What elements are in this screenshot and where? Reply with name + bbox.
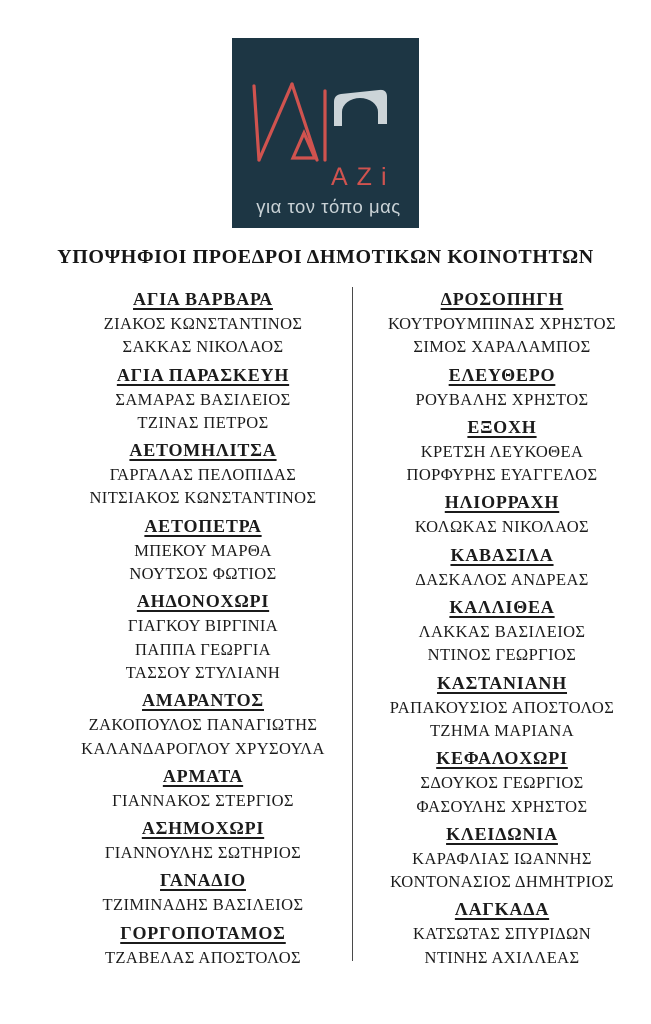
community-header: ΗΛΙΟΡΡΑΧΗ: [444, 492, 560, 513]
community-section: [353, 671, 651, 743]
candidate-name: ΚΑΡΑΦΛΙΑΣ ΙΩΑΝΝΗΣ: [412, 848, 592, 868]
community-section: [54, 816, 352, 864]
candidate-name: ΔΑΣΚΑΛΟΣ ΑΝΔΡΕΑΣ: [415, 569, 589, 589]
community-section: [54, 438, 352, 510]
community-header: ΓΟΡΓΟΠΟΤΑΜΟΣ: [120, 922, 286, 943]
candidate-name: ΓΑΡΓΑΛΑΣ ΠΕΛΟΠΙΔΑΣ: [109, 465, 297, 485]
candidate-name: ΣΑΚΚΑΣ ΝΙΚΟΛΑΟΣ: [122, 337, 284, 357]
candidate-name: ΡΑΠΑΚΟΥΣΙΟΣ ΑΠΟΣΤΟΛΟΣ: [389, 697, 615, 717]
candidate-name: ΤΖΗΜΑ ΜΑΡΙΑΝΑ: [429, 720, 575, 740]
community-section: [353, 287, 651, 359]
community-section: [353, 595, 651, 667]
community-header: ΚΕΦΑΛΟΧΩΡΙ: [436, 748, 568, 769]
community-section: [54, 514, 352, 586]
community-header: ΚΑΣΤΑΝΙΑΝΗ: [436, 672, 568, 693]
right-column: [353, 287, 651, 969]
candidate-name: ΤΖΙΜΙΝΑΔΗΣ ΒΑΣΙΛΕΙΟΣ: [102, 895, 304, 915]
community-section: [353, 746, 651, 818]
community-header: ΔΡΟΣΟΠΗΓΗ: [440, 289, 564, 309]
bridge-arch-icon: [334, 90, 387, 126]
candidate-name: ΝΙΤΣΙΑΚΟΣ ΚΩΝΣΤΑΝΤΙΝΟΣ: [89, 488, 317, 508]
candidate-name: ΚΟΝΤΟΝΑΣΙΟΣ ΔΗΜΗΤΡΙΟΣ: [390, 872, 614, 892]
community-header: ΓΑΝΑΔΙΟ: [160, 870, 246, 891]
candidate-name: ΚΑΤΣΩΤΑΣ ΣΠΥΡΙΔΩΝ: [412, 924, 592, 944]
community-section: [353, 897, 651, 969]
community-section: [353, 543, 651, 591]
community-header: ΕΛΕΥΘΕΡΟ: [448, 364, 556, 385]
party-logo: [232, 38, 419, 228]
candidate-name: ΦΑΣΟΥΛΗΣ ΧΡΗΣΤΟΣ: [416, 796, 588, 816]
community-section: [353, 490, 651, 538]
community-header: ΑΜΑΡΑΝΤΟΣ: [142, 690, 264, 711]
community-section: [54, 921, 352, 969]
community-header: ΑΗΔΟΝΟΧΩΡΙ: [136, 591, 270, 612]
candidate-name: ΝΤΙΝΗΣ ΑΧΙΛΛΕΑΣ: [424, 947, 580, 967]
candidate-columns: [0, 287, 651, 969]
community-section: [54, 287, 352, 359]
page-title: ΥΠΟΨΗΦΙΟΙ ΠΡΟΕΔΡΟΙ ΔΗΜΟΤΙΚΩΝ ΚΟΙΝΟΤΗΤΩΝ: [57, 246, 594, 268]
community-header: ΚΛΕΙΔΩΝΙΑ: [446, 823, 558, 844]
community-section: [54, 589, 352, 684]
candidate-name: ΣΔΟΥΚΟΣ ΓΕΩΡΓΙΟΣ: [420, 773, 584, 793]
community-header: ΚΑΒΑΣΙΛΑ: [450, 544, 554, 565]
community-header: ΛΑΓΚΑΔΑ: [454, 899, 550, 920]
community-header: ΑΓΙΑ ΒΑΡΒΑΡΑ: [133, 289, 273, 309]
candidate-name: ΖΑΚΟΠΟΥΛΟΣ ΠΑΝΑΓΙΩΤΗΣ: [88, 715, 318, 735]
community-section: [54, 868, 352, 916]
community-header: ΑΓΙΑ ΠΑΡΑΣΚΕΥΗ: [116, 364, 290, 385]
candidate-name: ΓΙΑΝΝΟΥΛΗΣ ΣΩΤΗΡΙΟΣ: [104, 843, 302, 863]
candidate-name: ΣΑΜΑΡΑΣ ΒΑΣΙΛΕΙΟΣ: [115, 389, 291, 409]
community-header: ΑΕΤΟΜΗΛΙΤΣΑ: [129, 440, 277, 461]
candidate-name: ΝΤΙΝΟΣ ΓΕΩΡΓΙΟΣ: [427, 645, 577, 665]
left-column: [0, 287, 352, 969]
logo-tagline: για τον τόπο μας: [256, 196, 401, 217]
community-section: [54, 764, 352, 812]
community-section: [353, 415, 651, 487]
candidate-name: ΠΟΡΦΥΡΗΣ ΕΥΑΓΓΕΛΟΣ: [406, 465, 598, 485]
community-header: ΕΞΟΧΗ: [467, 416, 537, 437]
candidate-name: ΚΟΛΩΚΑΣ ΝΙΚΟΛΑΟΣ: [414, 517, 590, 537]
community-section: [353, 363, 651, 411]
candidate-name: ΤΖΑΒΕΛΑΣ ΑΠΟΣΤΟΛΟΣ: [104, 947, 302, 967]
candidate-name: ΤΖΙΝΑΣ ΠΕΤΡΟΣ: [137, 412, 269, 432]
candidate-name: ΡΟΥΒΑΛΗΣ ΧΡΗΣΤΟΣ: [415, 389, 589, 409]
candidate-name: ΣΙΜΟΣ ΧΑΡΑΛΑΜΠΟΣ: [413, 337, 591, 357]
letter-m-icon: [254, 84, 325, 160]
community-header: ΚΑΛΛΙΘΕΑ: [449, 597, 555, 618]
candidate-name: ΤΑΣΣΟΥ ΣΤΥΛΙΑΝΗ: [125, 662, 281, 682]
candidate-name: ΠΑΠΠΑ ΓΕΩΡΓΙΑ: [135, 639, 271, 659]
candidate-name: ΓΙΑΝΝΑΚΟΣ ΣΤΕΡΓΙΟΣ: [112, 790, 294, 810]
candidate-name: ΖΙΑΚΟΣ ΚΩΝΣΤΑΝΤΙΝΟΣ: [103, 314, 303, 333]
candidate-name: ΝΟΥΤΣΟΣ ΦΩΤΙΟΣ: [129, 564, 277, 584]
community-section: [54, 688, 352, 760]
community-section: [54, 363, 352, 435]
candidate-name: ΚΟΥΤΡΟΥΜΠΙΝΑΣ ΧΡΗΣΤΟΣ: [387, 314, 616, 333]
candidate-name: ΚΑΛΑΝΔΑΡΟΓΛΟΥ ΧΡΥΣΟΥΛΑ: [81, 738, 325, 758]
community-header: ΑΣΗΜΟΧΩΡΙ: [141, 818, 265, 839]
community-section: [353, 822, 651, 894]
logo-brand-text: ΑΖi: [331, 163, 396, 191]
candidate-name: ΓΙΑΓΚΟΥ ΒΙΡΓΙΝΙΑ: [127, 616, 279, 636]
candidate-name: ΜΠΕΚΟΥ ΜΑΡΘΑ: [134, 540, 272, 560]
candidate-name: ΛΑΚΚΑΣ ΒΑΣΙΛΕΙΟΣ: [418, 622, 586, 642]
community-header: ΑΡΜΑΤΑ: [162, 765, 244, 786]
candidate-name: ΚΡΕΤΣΗ ΛΕΥΚΟΘΕΑ: [420, 441, 584, 461]
community-header: ΑΕΤΟΠΕΤΡΑ: [144, 515, 262, 536]
